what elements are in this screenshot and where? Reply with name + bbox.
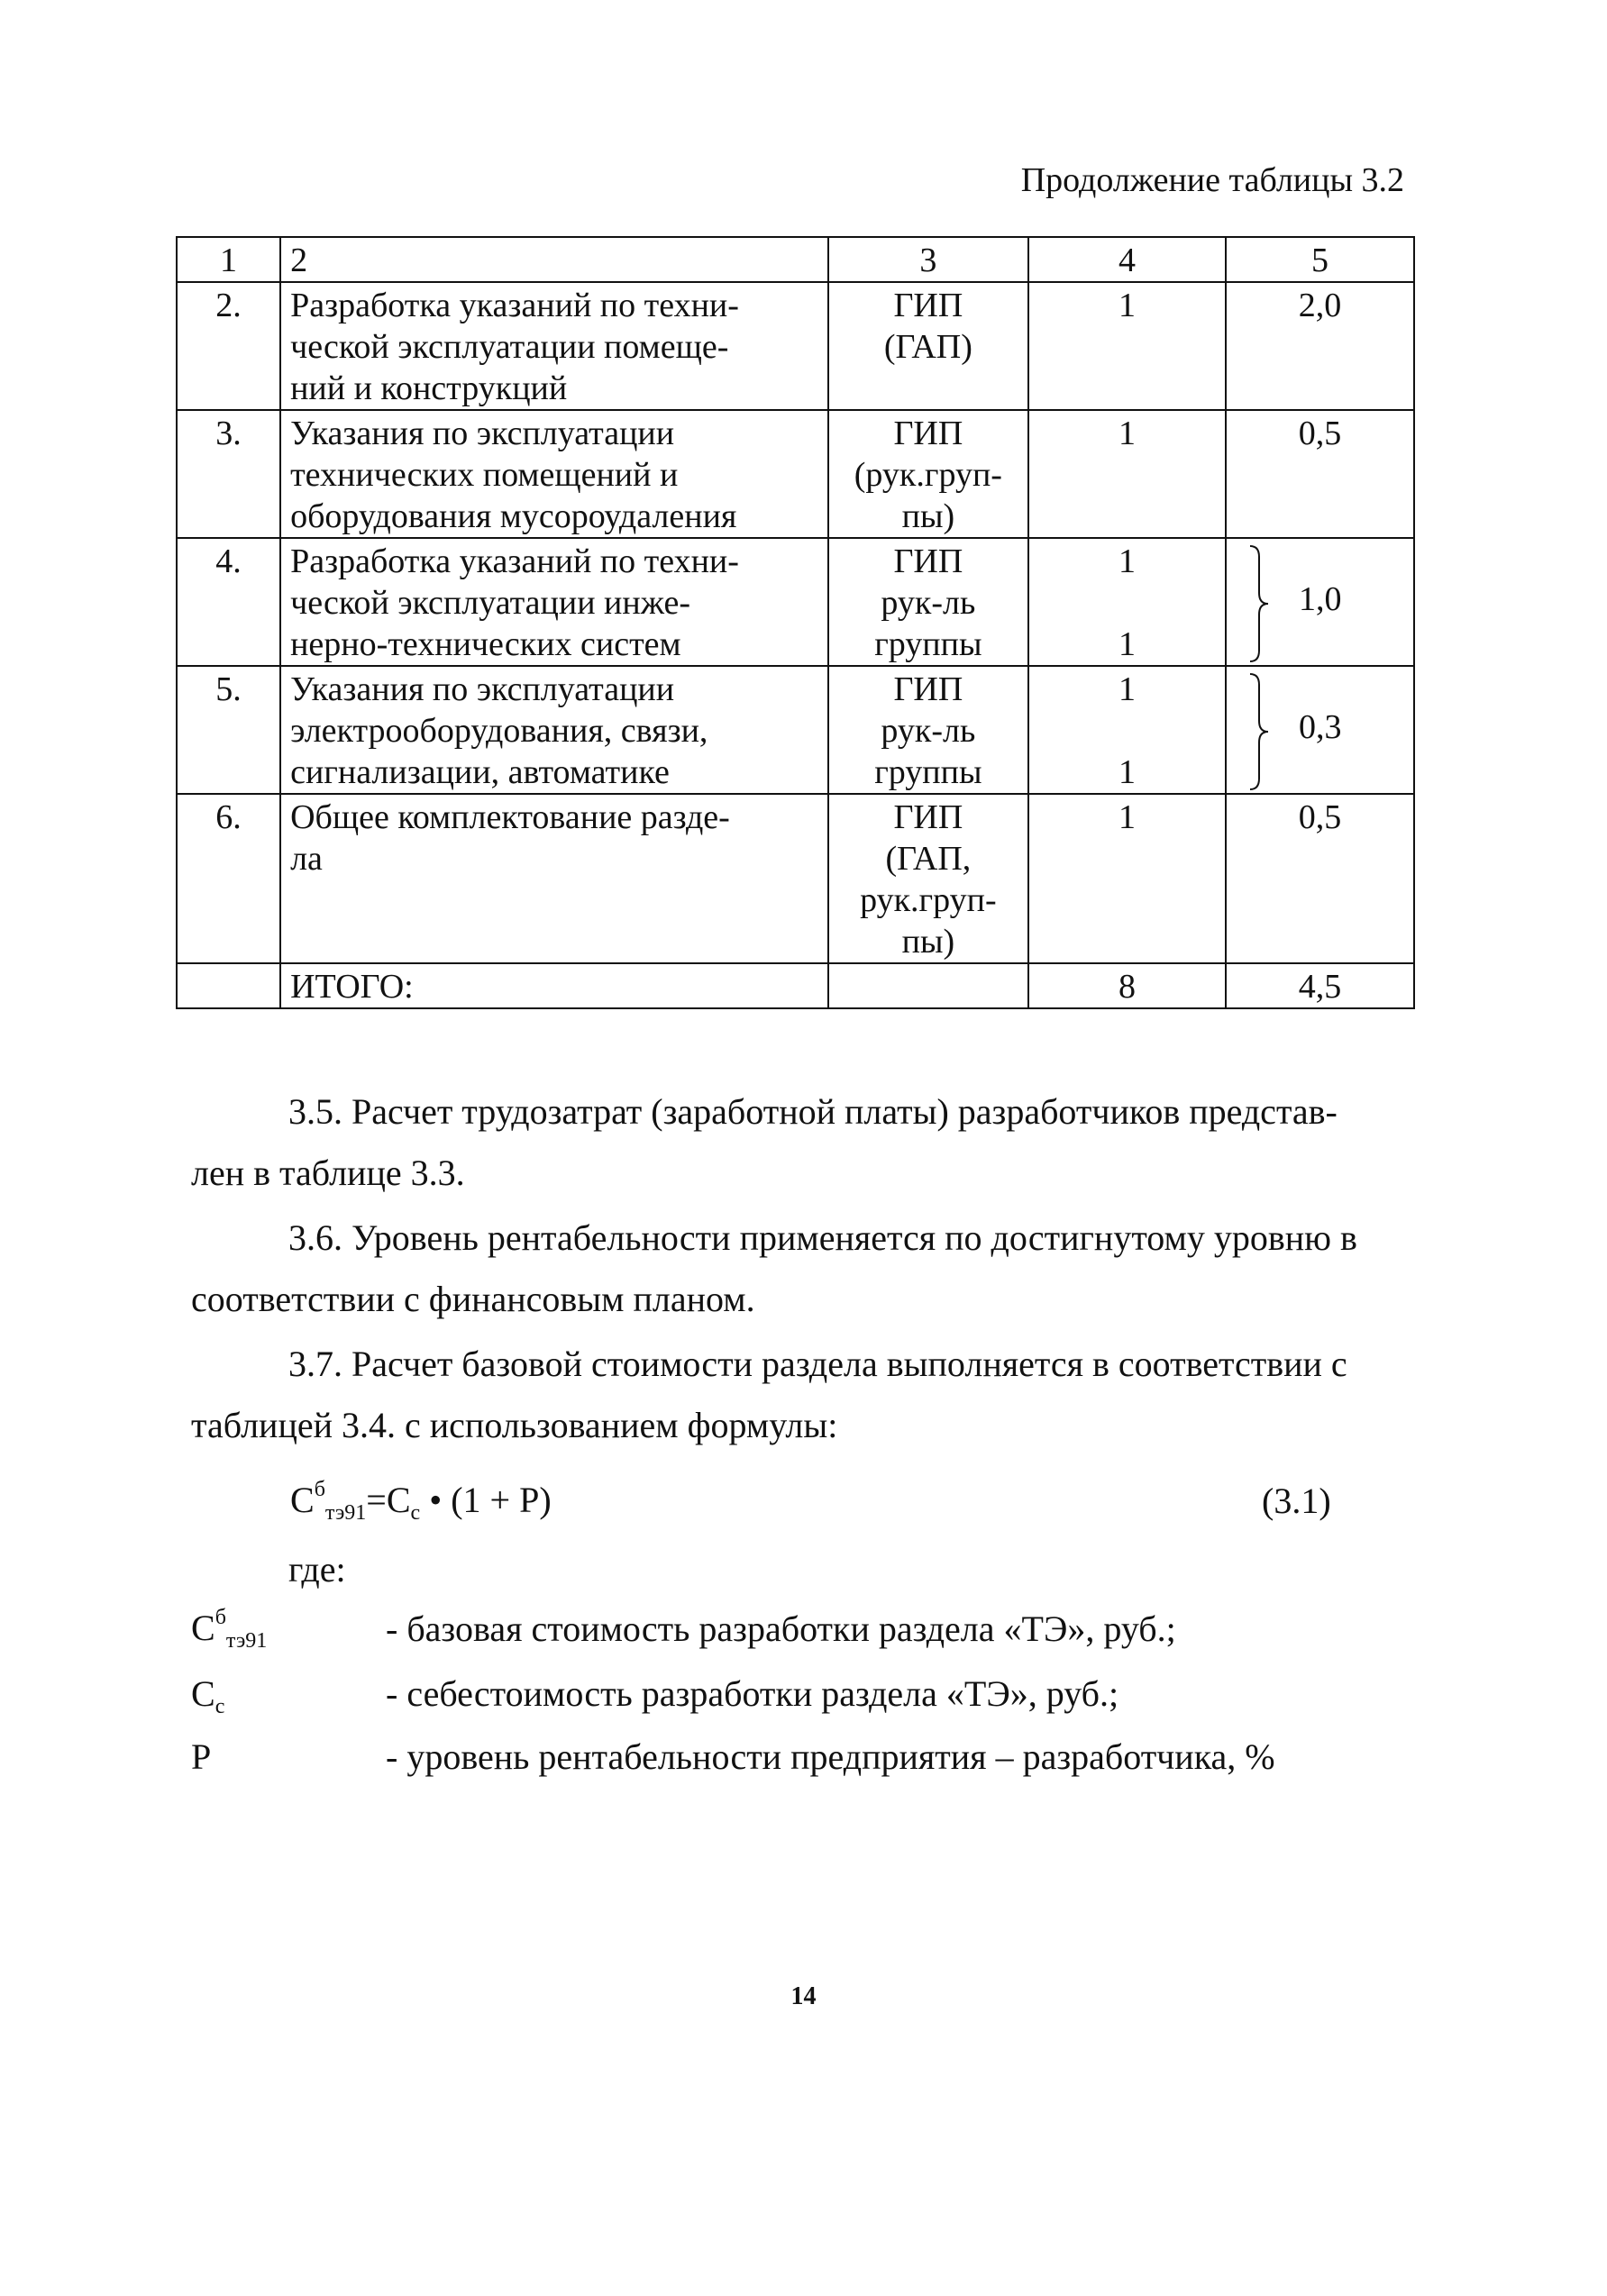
row-value xyxy=(1226,666,1414,794)
performer-line: ГИП xyxy=(893,798,963,836)
work-table xyxy=(176,236,1415,1009)
definition-text: - себестоимость разработки раздела «ТЭ», руб.; xyxy=(386,1673,1119,1714)
formula-where: где: xyxy=(288,1549,346,1590)
row-performer xyxy=(828,410,1028,538)
total-empty-cell xyxy=(828,963,1028,1008)
description-line: технических помещений и xyxy=(290,456,679,494)
description-line: Разработка указаний по техни- xyxy=(290,542,739,580)
row-value: 2,0 xyxy=(1226,282,1414,410)
row-value: 0,5 xyxy=(1226,794,1414,963)
performer-line: ГИП xyxy=(893,415,963,452)
description-line: электрооборудования, связи, xyxy=(290,712,708,750)
table-row xyxy=(177,410,1414,538)
formula-3-1 xyxy=(290,1478,552,1526)
description-line: Разработка указаний по техни- xyxy=(290,287,739,324)
page-number: 14 xyxy=(790,1982,817,2010)
row-description xyxy=(280,410,828,538)
formula-subscript: тэ91 xyxy=(324,1501,367,1525)
paragraph-3-5-line-1: 3.5. Расчет трудозатрат (заработной платы) разработчиков представ- xyxy=(288,1091,1338,1132)
header-cell-2: 2 xyxy=(280,237,828,282)
row-number: 6. xyxy=(177,794,280,963)
performer-line: (ГАП, xyxy=(885,840,972,878)
formula-rhs-subscript: с xyxy=(410,1501,421,1525)
row-description xyxy=(280,538,828,666)
performer-line: пы) xyxy=(901,923,955,961)
row-performer xyxy=(828,538,1028,666)
description-line: Указания по эксплуатации xyxy=(290,670,675,708)
performer-line: рук-ль xyxy=(881,712,976,750)
description-line: Указания по эксплуатации xyxy=(290,415,675,452)
table-header-row xyxy=(177,237,1414,282)
definition-symbol-letter: С xyxy=(191,1608,215,1648)
row-description xyxy=(280,282,828,410)
table-row xyxy=(177,666,1414,794)
header-cell-3: 3 xyxy=(828,237,1028,282)
row-value xyxy=(1226,538,1414,666)
definition-symbol xyxy=(191,1672,224,1719)
header-cell-1: 1 xyxy=(177,237,280,282)
row-count: 1 xyxy=(1028,282,1226,410)
row-performer xyxy=(828,794,1028,963)
formula-rhs-symbol: =С xyxy=(366,1480,411,1520)
row-value: 0,5 xyxy=(1226,410,1414,538)
table-row xyxy=(177,794,1414,963)
paragraph-3-7-line-1: 3.7. Расчет базовой стоимости раздела выполняется в соответствии с xyxy=(288,1344,1347,1384)
definition-subscript: тэ91 xyxy=(225,1629,268,1653)
count-bottom: 1 xyxy=(1118,625,1136,663)
formula-rhs-rest: • (1 + Р) xyxy=(420,1480,552,1520)
definition-symbol-letter: Р xyxy=(191,1736,212,1777)
header-cell-5: 5 xyxy=(1226,237,1414,282)
performer-line: рук.груп- xyxy=(860,881,997,919)
description-line: ний и конструкций xyxy=(290,369,568,407)
description-line: Общее комплектование разде- xyxy=(290,798,730,836)
formula-symbol: С xyxy=(290,1480,315,1520)
curly-brace-icon xyxy=(1248,672,1272,791)
row-count: 1 xyxy=(1028,794,1226,963)
formula-number: (3.1) xyxy=(1262,1481,1331,1521)
paragraph-3-6-line-1: 3.6. Уровень рентабельности применяется по достигнутому уровню в xyxy=(288,1217,1357,1258)
row-count xyxy=(1028,538,1226,666)
total-label: ИТОГО: xyxy=(280,963,828,1008)
description-line: сигнализации, автоматике xyxy=(290,753,670,791)
definition-text: - базовая стоимость разработки раздела «ТЭ», руб.; xyxy=(386,1608,1176,1649)
performer-line: ГИП xyxy=(893,287,963,324)
performer-line: группы xyxy=(874,753,982,791)
paragraph-3-7-line-2: таблицей 3.4. с использованием формулы: xyxy=(191,1405,838,1445)
description-line: оборудования мусороудаления xyxy=(290,497,737,535)
total-value: 4,5 xyxy=(1226,963,1414,1008)
definition-symbol-letter: С xyxy=(191,1673,215,1714)
row-performer xyxy=(828,666,1028,794)
definition-subscript: с xyxy=(215,1695,225,1718)
row-performer xyxy=(828,282,1028,410)
performer-line: ГИП xyxy=(893,670,963,708)
row-description xyxy=(280,794,828,963)
total-count: 8 xyxy=(1028,963,1226,1008)
row-number: 5. xyxy=(177,666,280,794)
performer-line: (ГАП) xyxy=(883,328,972,366)
performer-line: группы xyxy=(874,625,982,663)
table-total-row xyxy=(177,963,1414,1008)
table-row xyxy=(177,282,1414,410)
definition-symbol xyxy=(191,1606,267,1654)
count-bottom: 1 xyxy=(1118,753,1136,791)
paragraph-3-5-line-2: лен в таблице 3.3. xyxy=(191,1153,465,1193)
performer-line: (рук.груп- xyxy=(854,456,1002,494)
curly-brace-icon xyxy=(1248,544,1272,663)
table-row xyxy=(177,538,1414,666)
row-count xyxy=(1028,666,1226,794)
row-count: 1 xyxy=(1028,410,1226,538)
grouped-value: 0,3 xyxy=(1298,708,1342,746)
count-top: 1 xyxy=(1118,670,1136,708)
row-number: 4. xyxy=(177,538,280,666)
row-description xyxy=(280,666,828,794)
formula-superscript: б xyxy=(314,1478,325,1501)
performer-line: рук-ль xyxy=(881,584,976,622)
description-line: ческой эксплуатации инже- xyxy=(290,584,690,622)
performer-line: ГИП xyxy=(893,542,963,580)
description-line: нерно-технических систем xyxy=(290,625,681,663)
row-number: 2. xyxy=(177,282,280,410)
count-top: 1 xyxy=(1118,542,1136,580)
header-cell-4: 4 xyxy=(1028,237,1226,282)
performer-line: пы) xyxy=(901,497,955,535)
definition-symbol xyxy=(191,1736,211,1778)
grouped-value: 1,0 xyxy=(1298,580,1342,618)
description-line: ла xyxy=(290,840,323,878)
total-empty-cell xyxy=(177,963,280,1008)
definition-superscript: б xyxy=(215,1606,226,1629)
table-caption: Продолжение таблицы 3.2 xyxy=(1020,161,1404,199)
paragraph-3-6-line-2: соответствии с финансовым планом. xyxy=(191,1279,755,1319)
row-number: 3. xyxy=(177,410,280,538)
definition-text: - уровень рентабельности предприятия – разработчика, % xyxy=(386,1736,1275,1777)
description-line: ческой эксплуатации помеще- xyxy=(290,328,729,366)
